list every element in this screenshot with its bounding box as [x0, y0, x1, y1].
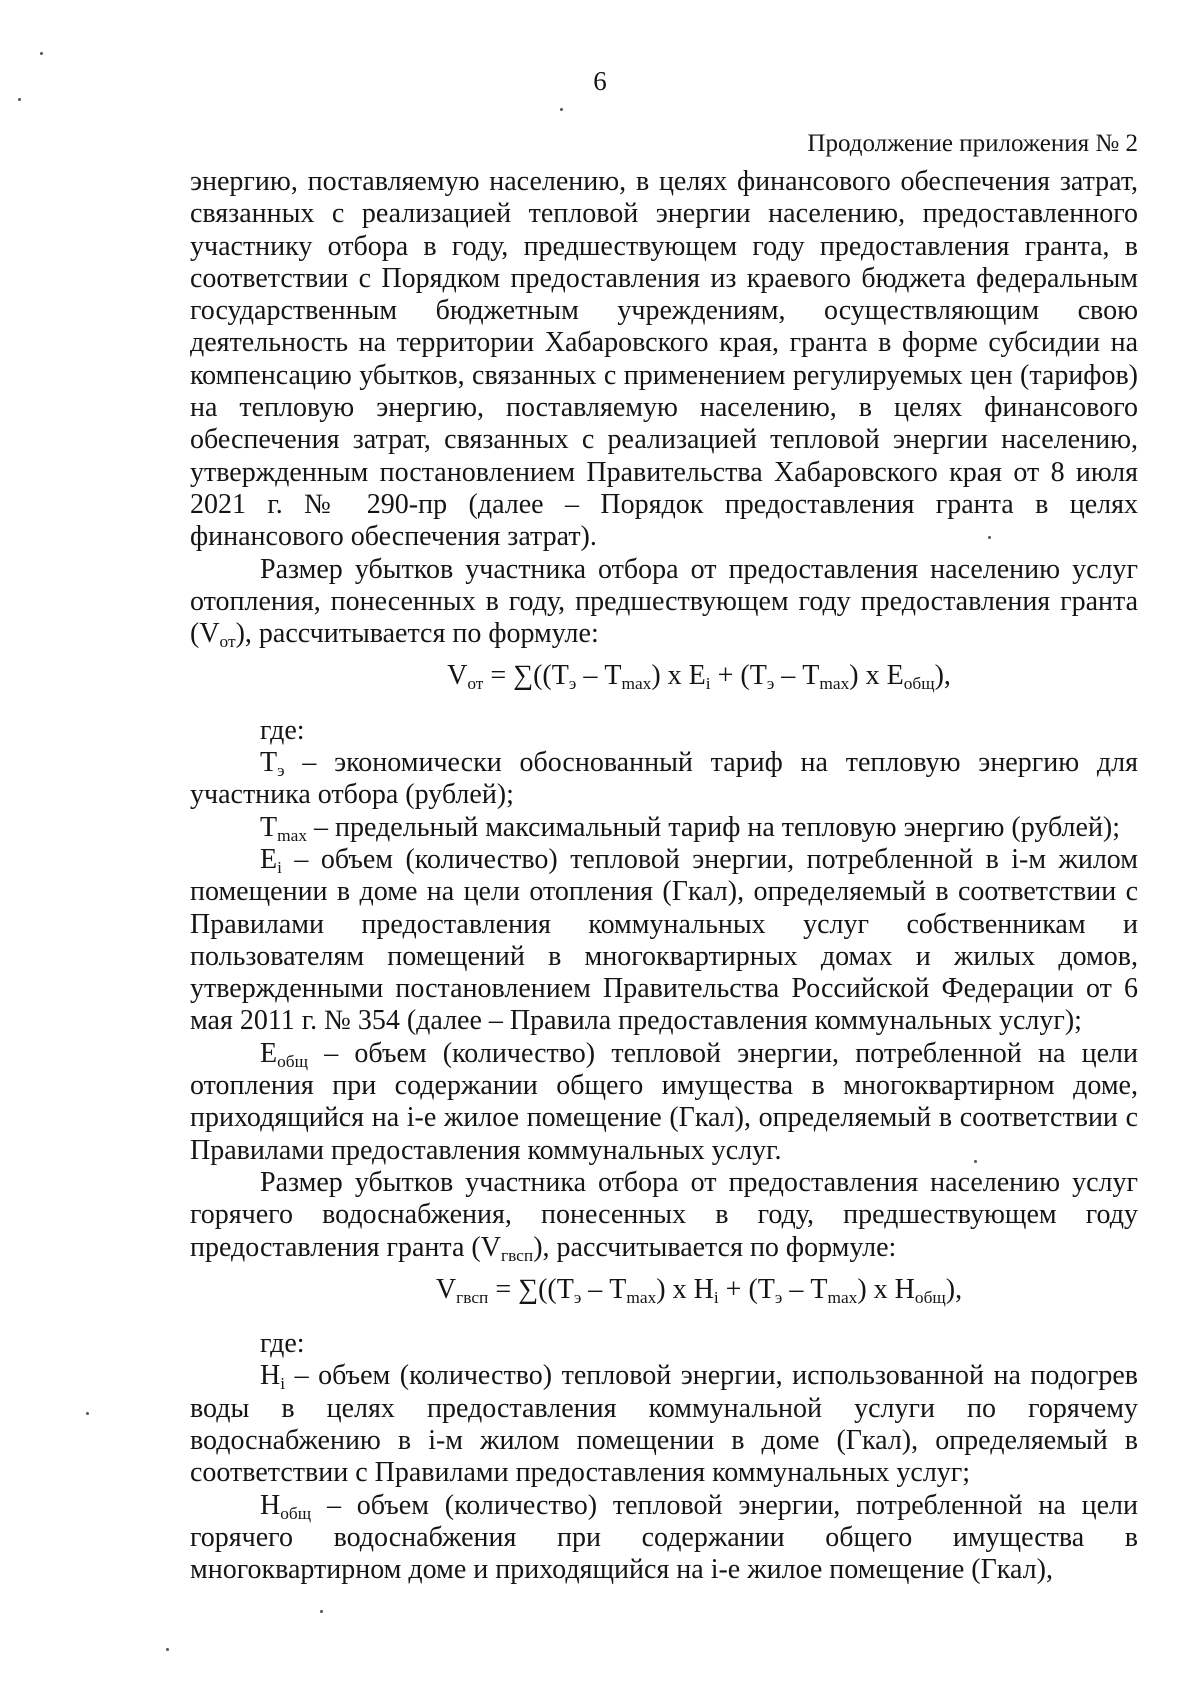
appendix-continuation-header: Продолжение приложения № 2 [807, 130, 1138, 157]
formula-subscript: i [713, 1287, 719, 1307]
definition-text: – объем (количество) тепловой энергии, использованной на подогрев воды в целях предоставления коммунальной услуги по горячему водоснабжению в i-м жилом помещении в доме (Гкал), определяемый в соответствии с Правилами предоставления коммунальных услуг; [190, 1360, 1138, 1489]
formula-part: – Т [576, 660, 622, 692]
paragraph-text: Размер убытков участника отбора от предоставления населению услуг отопления, понесенных в году, предшествующем году предоставления гранта (V [190, 553, 1138, 650]
formula-subscript: э [573, 1287, 582, 1307]
formula-part: – Т [581, 1273, 627, 1305]
where-label: где: [260, 1328, 305, 1360]
formula-part: ) x Н [656, 1273, 714, 1305]
definition-subscript: общ [277, 1051, 308, 1071]
paragraph-text: ), рассчитывается по формуле: [235, 618, 599, 650]
scan-speck [988, 536, 991, 539]
definition-symbol: E [260, 843, 278, 875]
scan-speck [166, 1648, 169, 1651]
formula-part: ), [934, 660, 951, 692]
subscript: гвсп [500, 1245, 534, 1265]
definition-text: – предельный максимальный тариф на тепловую энергию (рублей); [307, 811, 1121, 843]
document-body [190, 166, 1138, 1586]
definition-symbol: Н [260, 1489, 281, 1521]
page-number: 6 [593, 66, 607, 96]
definition-subscript: i [280, 1374, 286, 1394]
formula-subscript: i [705, 674, 711, 694]
formula-part: – Т [782, 1273, 828, 1305]
formula-heating [190, 660, 1138, 692]
scan-speck [560, 108, 563, 111]
formula-subscript: max [626, 1287, 657, 1307]
definition-symbol: Т [260, 747, 278, 779]
formula-subscript: э [766, 674, 775, 694]
scan-speck [86, 1412, 89, 1415]
scan-speck [40, 52, 43, 55]
formula-part: ) x Н [857, 1273, 915, 1305]
definition-ei [190, 844, 1138, 1038]
definition-text: – объем (количество) тепловой энергии, потребленной в i-м жилом помещении в доме на цели отопления (Гкал), определяемый в соответствии с Правилами предоставления коммунальных услуг собственникам и пользователям помещений в многоквартирных домах и жилых домов, утвержденными постановлением Правительства Российской Федерации от 6 мая 2011 г. № 354 (далее – Правила предоставления коммунальных услуг); [190, 843, 1138, 1037]
formula-part: + (Т [710, 660, 767, 692]
definition-tmax [190, 812, 1138, 844]
definition-symbol: Т [260, 811, 278, 843]
definition-eobsh [190, 1038, 1138, 1167]
definition-hobsh [190, 1490, 1138, 1587]
formula-part: ) x E [849, 660, 904, 692]
paragraph-hot-water-losses [190, 1167, 1138, 1264]
formula-subscript: от [467, 674, 484, 694]
definition-subscript: общ [280, 1503, 312, 1523]
formula-subscript: max [819, 674, 850, 694]
formula-subscript: max [621, 674, 652, 694]
where-label: где: [260, 714, 305, 746]
scan-speck [320, 1610, 323, 1613]
definition-subscript: i [277, 857, 282, 877]
formula-subscript: общ [903, 674, 935, 694]
formula-subscript: э [774, 1287, 783, 1307]
paragraph-heating-losses [190, 554, 1138, 651]
paragraph-continuation: энергию, поставляемую населению, в целях финансового обеспечения затрат, связанных с реализацией тепловой энергии населению, предоставленного участнику отбора в году, предшествующем году предоставления гранта, в соответствии с Порядком предоставления из краевого бюджета федеральным государственным бюджетным учреждениям, осуществляющим свою деятельность на территории Хабаровского края, гранта в форме субсидии на компенсацию убытков, связанных с применением регулируемых цен (тарифов) на тепловую энергию, поставляемую населению, в целях финансового обеспечения затрат, связанных с реализацией тепловой энергии населению, утвержденным постановлением Правительства Хабаровского края от 8 июля 2021 г. № 290-пр (далее – Порядок предоставления гранта в целях финансового обеспечения затрат). [190, 166, 1138, 553]
formula-subscript: max [827, 1287, 858, 1307]
definition-symbol: E [260, 1037, 278, 1069]
scan-speck [18, 98, 21, 101]
definition-text: – объем (количество) тепловой энергии, потребленной на цели отопления при содержании общего имущества в многоквартирном доме, приходящийся на i-е жилое помещение (Гкал), определяемый в соответствии с Правилами предоставления коммунальных услуг. [190, 1037, 1138, 1166]
definition-hi [190, 1360, 1138, 1489]
subscript: от [219, 632, 236, 652]
formula-part: + (Т [718, 1273, 775, 1305]
definition-text: – объем (количество) тепловой энергии, потребленной на цели горячего водоснабжения при содержании общего имущества в многоквартирном доме и приходящийся на i-е жилое помещение (Гкал), [190, 1489, 1138, 1586]
formula-symbol: V [435, 1273, 457, 1305]
formula-part: – Т [774, 660, 820, 692]
paragraph-text: ), рассчитывается по формуле: [533, 1231, 897, 1263]
formula-part: ) x E [651, 660, 706, 692]
paragraph-text: Размер убытков участника отбора от предоставления населению услуг горячего водоснабжения, понесенных в году, предшествующем году предоставления гранта (V [190, 1166, 1138, 1263]
formula-part: = ∑((Т [483, 660, 569, 692]
definition-symbol: Н [260, 1360, 281, 1392]
formula-subscript: общ [914, 1287, 946, 1307]
formula-subscript: э [568, 674, 577, 694]
formula-subscript: гвсп [456, 1287, 489, 1307]
formula-hot-water [190, 1274, 1138, 1306]
scan-speck [974, 1160, 977, 1163]
formula-part: ), [945, 1273, 963, 1305]
definition-text: – экономически обоснованный тариф на тепловую энергию для участника отбора (рублей); [190, 747, 1138, 811]
definition-subscript: э [277, 760, 285, 780]
formula-symbol: V [447, 660, 468, 692]
definition-te [190, 747, 1138, 812]
formula-part: = ∑((Т [488, 1273, 574, 1305]
definition-subscript: max [277, 825, 307, 845]
